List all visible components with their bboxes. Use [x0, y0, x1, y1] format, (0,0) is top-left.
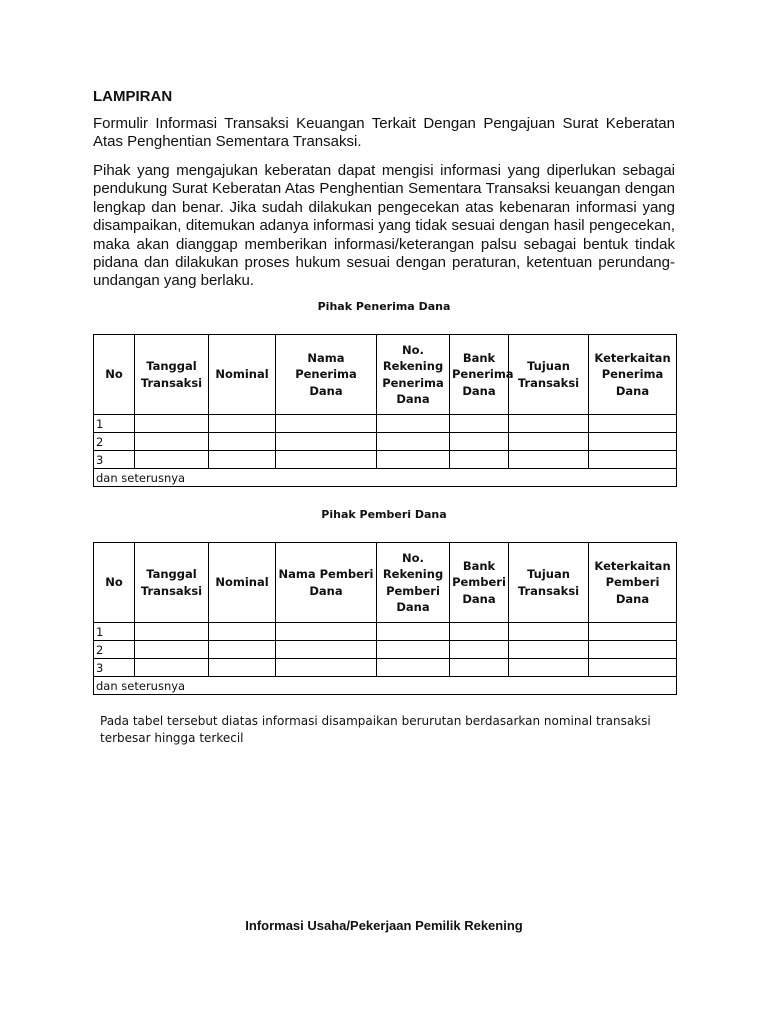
table-row: [94, 641, 677, 659]
table-cell[interactable]: [589, 641, 677, 659]
form-subtitle: Formulir Informasi Transaksi Keuangan Terkait Dengan Pengajuan Surat Keberatan Atas Penghentian Sementara Transaksi.: [93, 115, 675, 150]
col-header-nama: Nama Penerima Dana: [276, 335, 377, 415]
col-header-nama: Nama Pemberi Dana: [276, 543, 377, 623]
table-footer-row: [94, 469, 677, 487]
table-cell[interactable]: [589, 623, 677, 641]
table-cell[interactable]: [135, 641, 209, 659]
table-row: [94, 451, 677, 469]
table-row: [94, 415, 677, 433]
table-row: [94, 623, 677, 641]
table-cell[interactable]: [450, 641, 509, 659]
table-row: [94, 659, 677, 677]
table-cell[interactable]: [589, 415, 677, 433]
table-cell[interactable]: [209, 659, 276, 677]
table-cell[interactable]: [509, 415, 589, 433]
table-cell[interactable]: [377, 415, 450, 433]
table-cell[interactable]: [509, 623, 589, 641]
table-cell[interactable]: [276, 415, 377, 433]
table-cell[interactable]: [209, 415, 276, 433]
table-cell[interactable]: [450, 433, 509, 451]
table-cell[interactable]: [276, 641, 377, 659]
col-header-tujuan: Tujuan Transaksi: [509, 543, 589, 623]
row-number: 1: [94, 415, 135, 433]
table-cell[interactable]: [589, 659, 677, 677]
table-cell[interactable]: [276, 623, 377, 641]
table-cell[interactable]: [450, 623, 509, 641]
table-cell[interactable]: [135, 415, 209, 433]
table-cell[interactable]: [509, 451, 589, 469]
table-cell[interactable]: [450, 659, 509, 677]
table-note: Pada tabel tersebut diatas informasi disampaikan berurutan berdasarkan nominal transaksi terbesar hingga terkecil: [100, 714, 651, 745]
table-cell[interactable]: [135, 623, 209, 641]
table-cell[interactable]: [377, 623, 450, 641]
table-cell[interactable]: [509, 659, 589, 677]
col-header-nominal: Nominal: [209, 543, 276, 623]
table-header-row: [94, 335, 677, 415]
table-cell[interactable]: [209, 451, 276, 469]
table-cell[interactable]: [135, 451, 209, 469]
table-cell[interactable]: [209, 641, 276, 659]
table-cell[interactable]: [509, 641, 589, 659]
table-header-row: [94, 543, 677, 623]
col-header-tanggal: Tanggal Transaksi: [135, 543, 209, 623]
table-cell[interactable]: [450, 415, 509, 433]
col-header-tujuan: Tujuan Transaksi: [509, 335, 589, 415]
table-footer-text: dan seterusnya: [94, 469, 677, 487]
col-header-no: No: [94, 543, 135, 623]
table-cell[interactable]: [209, 433, 276, 451]
col-header-bank: Bank Pemberi Dana: [450, 543, 509, 623]
col-header-bank: Bank Penerima Dana: [450, 335, 509, 415]
page-heading: LAMPIRAN: [93, 88, 173, 105]
row-number: 2: [94, 641, 135, 659]
col-header-nominal: Nominal: [209, 335, 276, 415]
table-cell[interactable]: [377, 641, 450, 659]
table-cell[interactable]: [135, 433, 209, 451]
row-number: 3: [94, 451, 135, 469]
table-caption-penerima: Pihak Penerima Dana: [317, 300, 451, 313]
table-pemberi-dana: [93, 542, 677, 695]
table-cell[interactable]: [135, 659, 209, 677]
table-cell[interactable]: [509, 433, 589, 451]
table-cell[interactable]: [450, 451, 509, 469]
col-header-keterkaitan: Keterkaitan Penerima Dana: [589, 335, 677, 415]
table-cell[interactable]: [589, 451, 677, 469]
col-header-rekening: No. Rekening Penerima Dana: [377, 335, 450, 415]
table-cell[interactable]: [209, 623, 276, 641]
table-cell[interactable]: [589, 433, 677, 451]
table-cell[interactable]: [276, 659, 377, 677]
table-footer-row: [94, 677, 677, 695]
instruction-paragraph: Pihak yang mengajukan keberatan dapat mengisi informasi yang diperlukan sebagai pendukung Surat Keberatan Atas Penghentian Sementara Transaksi keuangan dengan lengkap dan benar. Jika sudah dilakukan pengecekan atas kebenaran informasi yang disampaikan, ditemukan adanya informasi yang tidak sesuai dengan hasil pengecekan, maka akan dianggap memberikan informasi/keterangan palsu sebagai bentuk tindak pidana dan dilakukan proses hukum sesuai dengan peraturan, ketentuan perundang-undangan yang berlaku.: [93, 162, 675, 290]
table-cell[interactable]: [377, 659, 450, 677]
col-header-keterkaitan: Keterkaitan Pemberi Dana: [589, 543, 677, 623]
row-number: 2: [94, 433, 135, 451]
table-cell[interactable]: [276, 433, 377, 451]
table-penerima-dana: [93, 334, 677, 487]
row-number: 1: [94, 623, 135, 641]
table-row: [94, 433, 677, 451]
col-header-no: No: [94, 335, 135, 415]
table-footer-text: dan seterusnya: [94, 677, 677, 695]
col-header-tanggal: Tanggal Transaksi: [135, 335, 209, 415]
table-caption-pemberi: Pihak Pemberi Dana: [321, 508, 447, 521]
col-header-rekening: No. Rekening Pemberi Dana: [377, 543, 450, 623]
table-cell[interactable]: [377, 433, 450, 451]
table-cell[interactable]: [276, 451, 377, 469]
section-title-usaha: Informasi Usaha/Pekerjaan Pemilik Rekening: [245, 918, 523, 933]
table-cell[interactable]: [377, 451, 450, 469]
row-number: 3: [94, 659, 135, 677]
